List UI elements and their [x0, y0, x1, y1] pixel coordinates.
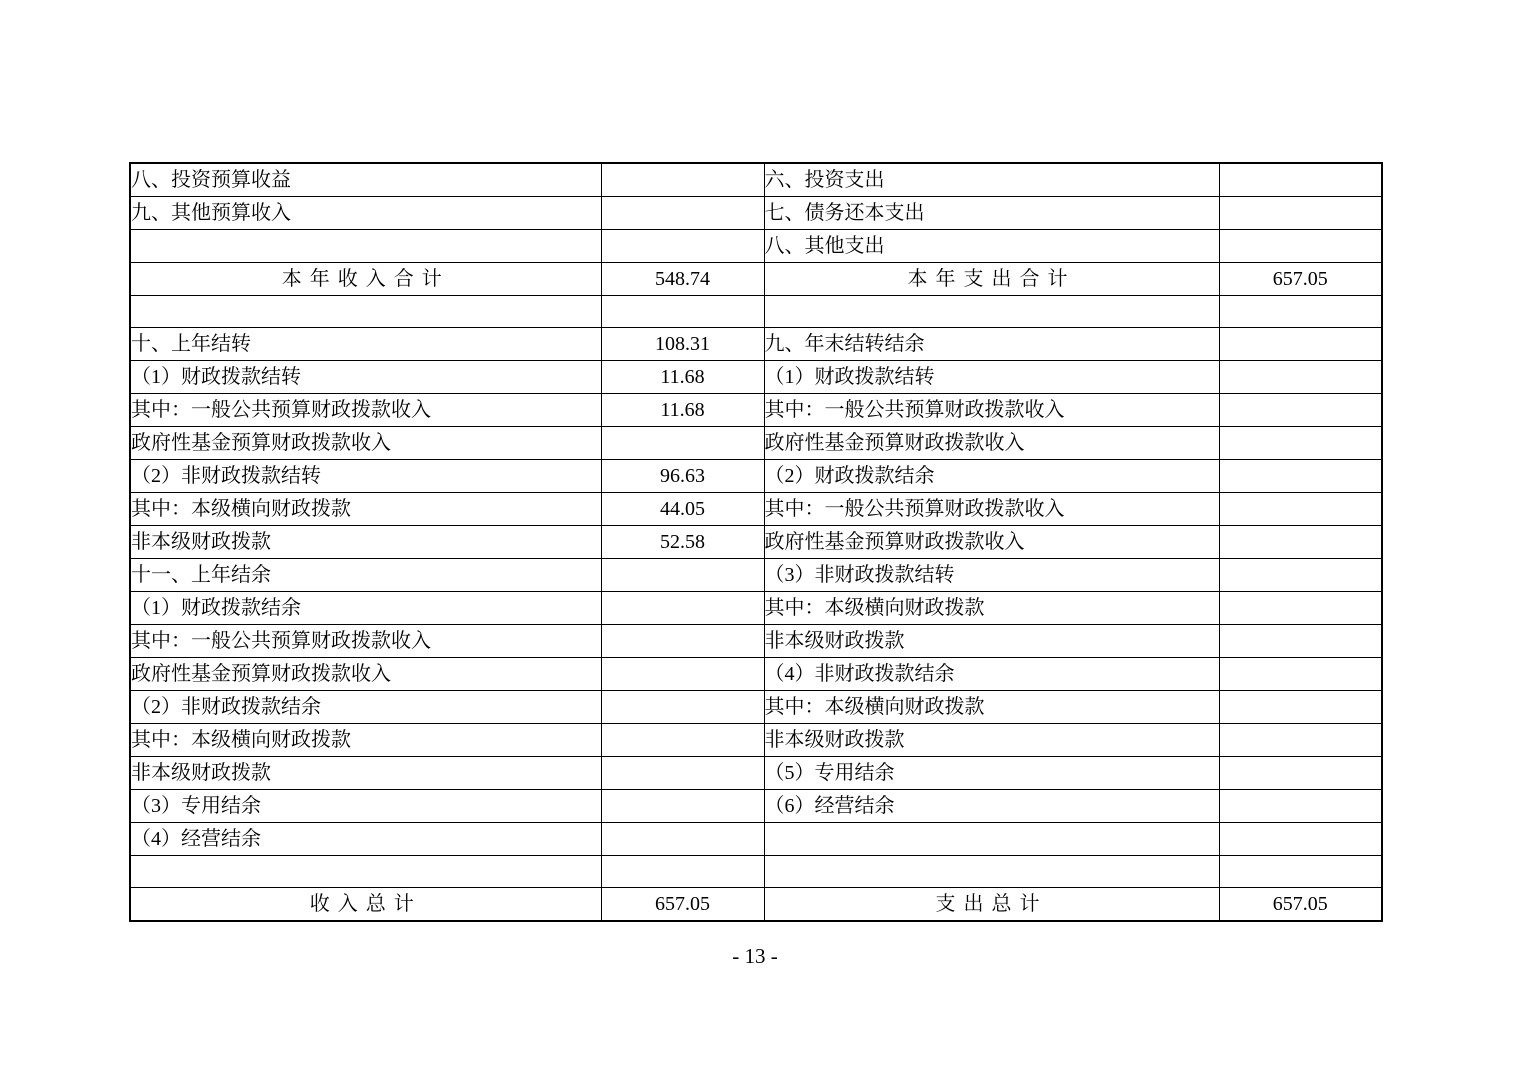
income-amount-cell	[601, 691, 764, 724]
income-item-cell: 十一、上年结余	[130, 559, 601, 592]
income-item-cell: （1）财政拨款结转	[130, 361, 601, 394]
expenditure-amount-cell	[1219, 658, 1382, 691]
income-item-cell: 政府性基金预算财政拨款收入	[130, 658, 601, 691]
expenditure-item-cell: （4）非财政拨款结余	[764, 658, 1219, 691]
expenditure-item-cell: （6）经营结余	[764, 790, 1219, 823]
income-item-cell	[130, 856, 601, 888]
expenditure-item-cell: 支出总计	[764, 888, 1219, 922]
expenditure-item-cell: 其中：本级横向财政拨款	[764, 592, 1219, 625]
table-row	[130, 263, 1382, 296]
income-item-cell: 非本级财政拨款	[130, 757, 601, 790]
expenditure-amount-cell	[1219, 460, 1382, 493]
expenditure-item-cell: 九、年末结转结余	[764, 328, 1219, 361]
table-row	[130, 493, 1382, 526]
expenditure-amount-cell	[1219, 328, 1382, 361]
table-row	[130, 197, 1382, 230]
income-item-cell: （3）专用结余	[130, 790, 601, 823]
income-item-cell: 本年收入合计	[130, 263, 601, 296]
income-item-cell: （1）财政拨款结余	[130, 592, 601, 625]
income-item-cell	[130, 230, 601, 263]
table-row	[130, 296, 1382, 328]
expenditure-amount-cell	[1219, 427, 1382, 460]
income-item-cell: （4）经营结余	[130, 823, 601, 856]
table-row	[130, 790, 1382, 823]
income-item-cell: 政府性基金预算财政拨款收入	[130, 427, 601, 460]
table-row	[130, 526, 1382, 559]
table-row	[130, 625, 1382, 658]
expenditure-item-cell: 其中：本级横向财政拨款	[764, 691, 1219, 724]
income-amount-cell	[601, 625, 764, 658]
income-amount-cell: 108.31	[601, 328, 764, 361]
income-amount-cell: 52.58	[601, 526, 764, 559]
table-row	[130, 163, 1382, 197]
expenditure-amount-cell	[1219, 724, 1382, 757]
income-item-cell: 十、上年结转	[130, 328, 601, 361]
expenditure-item-cell: 六、投资支出	[764, 163, 1219, 197]
expenditure-amount-cell: 657.05	[1219, 888, 1382, 922]
expenditure-item-cell	[764, 856, 1219, 888]
expenditure-amount-cell	[1219, 394, 1382, 427]
income-item-cell: 其中：本级横向财政拨款	[130, 493, 601, 526]
table-row	[130, 888, 1382, 922]
income-amount-cell	[601, 757, 764, 790]
income-amount-cell	[601, 296, 764, 328]
table-row	[130, 592, 1382, 625]
expenditure-amount-cell	[1219, 592, 1382, 625]
expenditure-amount-cell	[1219, 163, 1382, 197]
income-amount-cell	[601, 658, 764, 691]
expenditure-amount-cell	[1219, 230, 1382, 263]
expenditure-item-cell: （1）财政拨款结转	[764, 361, 1219, 394]
expenditure-item-cell	[764, 823, 1219, 856]
expenditure-amount-cell	[1219, 296, 1382, 328]
table-row	[130, 427, 1382, 460]
income-item-cell: 其中：一般公共预算财政拨款收入	[130, 394, 601, 427]
table-row	[130, 691, 1382, 724]
table-row	[130, 724, 1382, 757]
expenditure-item-cell: 非本级财政拨款	[764, 724, 1219, 757]
income-item-cell: （2）非财政拨款结转	[130, 460, 601, 493]
expenditure-item-cell: 本年支出合计	[764, 263, 1219, 296]
table-row	[130, 559, 1382, 592]
income-item-cell: 其中：本级横向财政拨款	[130, 724, 601, 757]
income-amount-cell: 548.74	[601, 263, 764, 296]
expenditure-amount-cell	[1219, 559, 1382, 592]
table-row	[130, 658, 1382, 691]
income-amount-cell	[601, 163, 764, 197]
expenditure-item-cell: 七、债务还本支出	[764, 197, 1219, 230]
income-item-cell: 收入总计	[130, 888, 601, 922]
expenditure-amount-cell	[1219, 197, 1382, 230]
expenditure-item-cell: （2）财政拨款结余	[764, 460, 1219, 493]
expenditure-amount-cell	[1219, 856, 1382, 888]
expenditure-amount-cell	[1219, 625, 1382, 658]
expenditure-amount-cell	[1219, 691, 1382, 724]
budget-table-body	[130, 163, 1382, 921]
table-row	[130, 230, 1382, 263]
expenditure-item-cell: 政府性基金预算财政拨款收入	[764, 526, 1219, 559]
expenditure-item-cell: 其中：一般公共预算财政拨款收入	[764, 493, 1219, 526]
income-amount-cell	[601, 427, 764, 460]
expenditure-item-cell: 八、其他支出	[764, 230, 1219, 263]
income-item-cell: （2）非财政拨款结余	[130, 691, 601, 724]
expenditure-amount-cell	[1219, 493, 1382, 526]
table-row	[130, 460, 1382, 493]
income-amount-cell	[601, 856, 764, 888]
income-item-cell: 其中：一般公共预算财政拨款收入	[130, 625, 601, 658]
income-item-cell	[130, 296, 601, 328]
expenditure-amount-cell	[1219, 823, 1382, 856]
table-row	[130, 856, 1382, 888]
table-row	[130, 823, 1382, 856]
expenditure-item-cell: （5）专用结余	[764, 757, 1219, 790]
expenditure-item-cell: 其中：一般公共预算财政拨款收入	[764, 394, 1219, 427]
table-row	[130, 361, 1382, 394]
page-number: - 13 -	[732, 944, 778, 968]
income-amount-cell	[601, 724, 764, 757]
income-amount-cell	[601, 230, 764, 263]
table-row	[130, 328, 1382, 361]
expenditure-item-cell: 政府性基金预算财政拨款收入	[764, 427, 1219, 460]
income-amount-cell: 657.05	[601, 888, 764, 922]
income-item-cell: 非本级财政拨款	[130, 526, 601, 559]
table-row	[130, 394, 1382, 427]
income-amount-cell	[601, 790, 764, 823]
income-amount-cell	[601, 559, 764, 592]
expenditure-item-cell: （3）非财政拨款结转	[764, 559, 1219, 592]
expenditure-amount-cell	[1219, 361, 1382, 394]
table-row	[130, 757, 1382, 790]
income-item-cell: 九、其他预算收入	[130, 197, 601, 230]
expenditure-amount-cell	[1219, 757, 1382, 790]
expenditure-amount-cell	[1219, 526, 1382, 559]
income-amount-cell	[601, 823, 764, 856]
income-amount-cell: 11.68	[601, 394, 764, 427]
expenditure-amount-cell: 657.05	[1219, 263, 1382, 296]
expenditure-item-cell: 非本级财政拨款	[764, 625, 1219, 658]
income-amount-cell	[601, 592, 764, 625]
income-amount-cell: 11.68	[601, 361, 764, 394]
income-amount-cell	[601, 197, 764, 230]
income-item-cell: 八、投资预算收益	[130, 163, 601, 197]
budget-balance-table	[129, 162, 1383, 922]
income-amount-cell: 44.05	[601, 493, 764, 526]
expenditure-amount-cell	[1219, 790, 1382, 823]
income-amount-cell: 96.63	[601, 460, 764, 493]
expenditure-item-cell	[764, 296, 1219, 328]
